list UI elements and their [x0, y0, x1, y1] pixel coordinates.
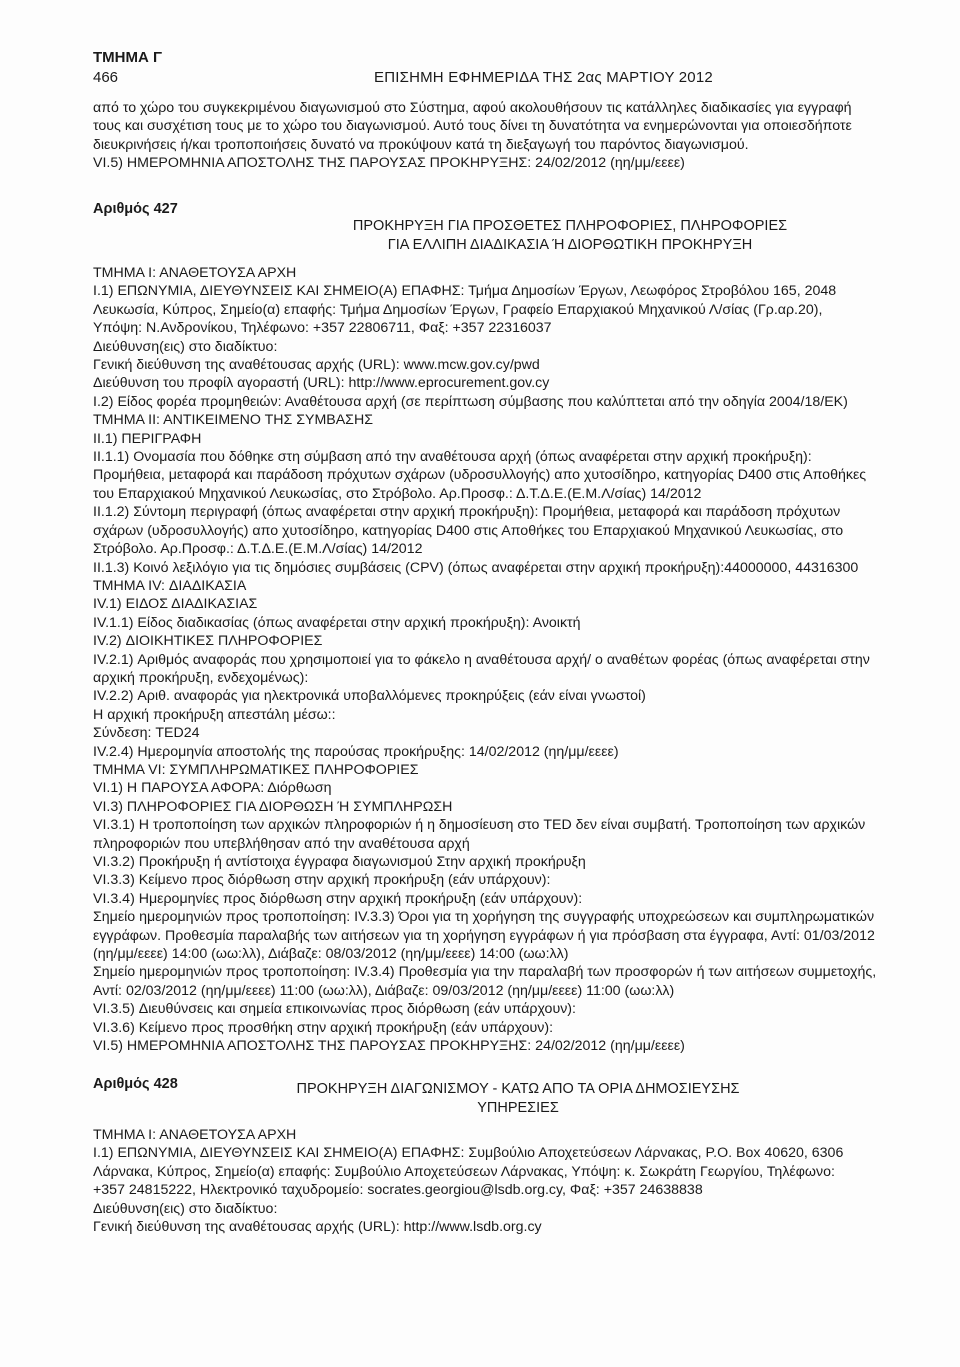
- text-line: IV.2) ΔΙΟΙΚΗΤΙΚΕΣ ΠΛΗΡΟΦΟΡΙΕΣ: [93, 633, 323, 650]
- text-line: του Επαρχιακού Μηχανικού Λευκωσίας, στο Στρόβολο. Αρ.Προσφ.: Δ.Τ.Δ.Ε.(Ε.Μ.Λ/σίας) 14/2012: [93, 485, 702, 502]
- text-line: Στρόβολο. Αρ.Προσφ.: Δ.Τ.Δ.Ε.(Ε.Μ.Λ/σίας) 14/2012: [93, 541, 423, 558]
- notice-427-body: [93, 264, 889, 1055]
- section-label: ΤΜΗΜΑ Γ: [93, 49, 163, 66]
- text-line: ΤΜΗΜΑ IV: ΔΙΑΔΙΚΑΣΙΑ: [93, 577, 247, 594]
- text-line: Ι.1) ΕΠΩΝΥΜΙΑ, ΔΙΕΥΘΥΝΣΕΙΣ ΚΑΙ ΣΗΜΕΙΟ(Α) ΕΠΑΦΗΣ: Συμβούλιο Αποχετεύσεων Λάρνακας, P.O. Box 40620, 6306: [93, 1145, 844, 1162]
- text-line: +357 24815222, Ηλεκτρονικό ταχυδρομείο: socrates.georgiou@lsdb.org.cy, Φαξ: +357 24638838: [93, 1182, 703, 1199]
- text-line: VI.5) ΗΜΕΡΟΜΗΝΙΑ ΑΠΟΣΤΟΛΗΣ ΤΗΣ ΠΑΡΟΥΣΑΣ ΠΡΟΚΗΡΥΞΗΣ: 24/02/2012 (ηη/μμ/εεεε): [93, 1038, 685, 1055]
- text-line: IV.2.2) Αριθ. αναφοράς για ηλεκτρονικά υποβαλλόμενες προκηρύξεις (εάν είναι γνωστοί): [93, 688, 646, 705]
- text-line: ΤΜΗΜΑ Ι: ΑΝΑΘΕΤΟΥΣΑ ΑΡΧΗ: [93, 1127, 297, 1143]
- intro-block: [93, 99, 889, 173]
- heading-line: ΥΠΗΡΕΣΙΕΣ: [477, 1100, 559, 1116]
- text-line: Ι.1) ΕΠΩΝΥΜΙΑ, ΔΙΕΥΘΥΝΣΕΙΣ ΚΑΙ ΣΗΜΕΙΟ(Α) ΕΠΑΦΗΣ: Τμήμα Δημοσίων Έργων, Λεωφόρος Στροβόλου 165, 2048: [93, 283, 837, 300]
- text-line: Υπόψη: Ν.Ανδρονίκου, Τηλέφωνο: +357 22806711, Φαξ: +357 22316037: [93, 320, 552, 337]
- text-line: VI.3.1) Η τροποποίηση των αρχικών πληροφοριών ή η δημοσίευση στο TED δεν είναι συμβατή. Τροποποίηση των αρχικών: [93, 817, 866, 834]
- text-line: Σημείο ημερομηνιών προς τροποποίηση: IV.3.4) Προθεσμία για την παραλαβή των προσφορών ή των αιτήσεων συμμετοχής,: [93, 964, 877, 981]
- text-line: IV.1) ΕΙΔΟΣ ΔΙΑΔΙΚΑΣΙΑΣ: [93, 596, 258, 613]
- text-line: VI.5) ΗΜΕΡΟΜΗΝΙΑ ΑΠΟΣΤΟΛΗΣ ΤΗΣ ΠΑΡΟΥΣΑΣ ΠΡΟΚΗΡΥΞΗΣ: 24/02/2012 (ηη/μμ/εεεε): [93, 155, 685, 172]
- text-line: Διεύθυνση(εις) στο διαδίκτυο:: [93, 338, 278, 355]
- text-line: IV.2.1) Αριθμός αναφοράς που χρησιμοποιεί για το φάκελο η αναθέτουσα αρχή/ ο αναθέτων φορέας (όπως αναφέρεται στην: [93, 651, 870, 668]
- heading-line: ΓΙΑ ΕΛΛΙΠΗ ΔΙΑΔΙΚΑΣΙΑ Ή ΔΙΟΡΘΩΤΙΚΗ ΠΡΟΚΗΡΥΞΗ: [387, 237, 753, 253]
- text-line: VI.1) Η ΠΑΡΟΥΣΑ ΑΦΟΡΑ: Διόρθωση: [93, 780, 332, 797]
- text-line: (ηη/μμ/εεεε) 14:00 (ωω:λλ), Διάβαζε: 08/03/2012 (ηη/μμ/εεεε) 14:00 (ωω:λλ): [93, 946, 569, 963]
- text-line: IV.2.4) Ημερομηνία αποστολής της παρούσας προκήρυξης: 14/02/2012 (ηη/μμ/εεεε): [93, 743, 619, 760]
- text-line: διευκρινήσεις ή/και τροποποιήσεις δυνατό να προκύψουν κατά τη διεξαγωγή του παρόντος διαγωνισμού.: [93, 136, 749, 153]
- text-line: Διεύθυνση του προφίλ αγοραστή (URL): http://www.eprocurement.gov.cy: [93, 375, 550, 392]
- text-line: ΤΜΗΜΑ VI: ΣΥΜΠΛΗΡΩΜΑΤΙΚΕΣ ΠΛΗΡΟΦΟΡΙΕΣ: [93, 761, 419, 778]
- text-line: Προμήθεια, μεταφορά και παράδοση πρόχυτων σχάρων (υδροσυλλογής) απο χυτοσίδηρο, κατηγορίας D400 στις Αποθήκες: [93, 467, 867, 484]
- text-line: VI.3.5) Διευθύνσεις και σημεία επικοινωνίας προς διόρθωση (εάν υπάρχουν):: [93, 1001, 576, 1018]
- text-line: από το χώρο του συγκεκριμένου διαγωνισμού στο Σύστημα, αφού ακολουθήσουν τις κατάλληλες διαδικασίες για εγγραφή: [93, 100, 852, 116]
- notice-heading: [120, 1080, 916, 1118]
- heading-line: ΠΡΟΚΗΡΥΞΗ ΔΙΑΓΩΝΙΣΜΟΥ - ΚΑΤΩ ΑΠΟ ΤΑ ΟΡΙΑ ΔΗΜΟΣΙΕΥΣΗΣ: [296, 1081, 740, 1097]
- text-line: σχάρων (υδροσυλλογής) απο χυτοσίδηρο, κατηγορίας D400 στις Αποθήκες του Επαρχιακού Μηχανικού Λευκωσίας, στο: [93, 522, 844, 539]
- text-line: VI.3.6) Κείμενο προς προσθήκη στην αρχική προκήρυξη (εάν υπάρχουν):: [93, 1019, 554, 1036]
- text-line: εγγράφων. Προθεσμία παραλαβής των αιτήσεων για τη χορήγηση εγγράφων ή για πρόσβαση στα έγγραφα, Αντί: 01/03/2012: [93, 927, 875, 944]
- text-line: VI.3.2) Προκήρυξη ή αντίστοιχα έγγραφα διαγωνισμού Στην αρχική προκήρυξη: [93, 854, 586, 870]
- text-line: ΤΜΗΜΑ ΙΙ: ΑΝΤΙΚΕΙΜΕΝΟ ΤΗΣ ΣΥΜΒΑΣΗΣ: [93, 412, 373, 429]
- text-line: Λευκωσία, Κύπρος, Σημείο(α) επαφής: Τμήμα Δημοσίων Έργων, Γραφείο Επαρχιακού Μηχανικού Λ/σίας (Γρ.αρ.20),: [93, 301, 823, 318]
- heading-line: ΠΡΟΚΗΡΥΞΗ ΓΙΑ ΠΡΟΣΘΕΤΕΣ ΠΛΗΡΟΦΟΡΙΕΣ, ΠΛΗΡΟΦΟΡΙΕΣ: [352, 218, 788, 234]
- text-line: αρχική προκήρυξη, ενδεχομένως):: [93, 669, 309, 686]
- gazette-title: ΕΠΙΣΗΜΗ ΕΦΗΜΕΡΙΔΑ ΤΗΣ 2ας ΜΑΡΤΙΟΥ 2012: [374, 69, 713, 86]
- text-line: VI.3.3) Κείμενο προς διόρθωση στην αρχική προκήρυξη (εάν υπάρχουν):: [93, 872, 551, 889]
- notice-number: Αριθμός 427: [93, 201, 178, 217]
- text-line: τους και συσχέτιση τους με το χώρο του διαγωνισμού. Αυτό τους δίνει τη δυνατότητα να ενημερώνονται για οποιεσδήποτε: [93, 118, 852, 135]
- notice-heading: [172, 217, 960, 255]
- text-line: Σύνδεση: TED24: [93, 725, 200, 742]
- text-line: ΙΙ.1.3) Κοινό λεξιλόγιο για τις δημόσιες συμβάσεις (CPV) (όπως αναφέρεται στην αρχική προκήρυξη):44000000, 44316300: [93, 559, 859, 576]
- notice-428-body: [93, 1126, 889, 1236]
- text-line: Σημείο ημερομηνιών προς τροποποίηση: IV.3.3) Όροι για τη χορήγηση της συγγραφής υποχρεώσεων και συμπληρωματικών: [93, 909, 875, 926]
- text-line: Η αρχική προκήρυξη απεστάλη μέσω::: [93, 706, 336, 723]
- text-line: ΙΙ.1.2) Σύντομη περιγραφή (όπως αναφέρεται στην αρχική προκήρυξη): Προμήθεια, μεταφορά και παράδοση πρόχυτων: [93, 504, 841, 521]
- text-line: IV.1.1) Είδος διαδικασίας (όπως αναφέρεται στην αρχική προκήρυξη): Ανοικτή: [93, 614, 581, 631]
- text-line: VI.3.4) Ημερομηνίες προς διόρθωση στην αρχική προκήρυξη (εάν υπάρχουν):: [93, 890, 583, 907]
- text-line: Ι.2) Είδος φορέα προμηθειών: Αναθέτουσα αρχή (σε περίπτωση σύμβασης που καλύπτεται από την οδηγία 2004/18/ΕΚ): [93, 393, 848, 410]
- text-line: ΙΙ.1) ΠΕΡΙΓΡΑΦΗ: [93, 430, 202, 447]
- text-line: Λάρνακα, Κύπρος, Σημείο(α) επαφής: Συμβούλιο Αποχετεύσεων Λάρνακας, Υπόψη: κ. Σωκράτη Γεωργίου, Τηλέφωνο:: [93, 1163, 835, 1180]
- text-line: Γενική διεύθυνση της αναθέτουσας αρχής (URL): http://www.lsdb.org.cy: [93, 1219, 542, 1236]
- text-line: Διεύθυνση(εις) στο διαδίκτυο:: [93, 1200, 278, 1217]
- text-line: ΤΜΗΜΑ Ι: ΑΝΑΘΕΤΟΥΣΑ ΑΡΧΗ: [93, 265, 297, 281]
- text-line: πληροφοριών που υπεβλήθησαν από την αναθέτουσα αρχή: [93, 835, 470, 852]
- text-line: Γενική διεύθυνση της αναθέτουσας αρχής (URL): www.mcw.gov.cy/pwd: [93, 357, 540, 374]
- page-number: 466: [93, 69, 119, 86]
- text-line: VI.3) ΠΛΗΡΟΦΟΡΙΕΣ ΓΙΑ ΔΙΟΡΘΩΣΗ Ή ΣΥΜΠΛΗΡΩΣΗ: [93, 798, 453, 815]
- text-line: ΙΙ.1.1) Ονομασία που δόθηκε στη σύμβαση από την αναθέτουσα αρχή (όπως αναφέρεται στην αρχική προκήρυξη):: [93, 449, 812, 466]
- text-line: Αντί: 02/03/2012 (ηη/μμ/εεεε) 11:00 (ωω:λλ), Διάβαζε: 09/03/2012 (ηη/μμ/εεεε) 11:00 (ωω:λλ): [93, 982, 675, 999]
- notice-number: Αριθμός 428: [93, 1076, 178, 1092]
